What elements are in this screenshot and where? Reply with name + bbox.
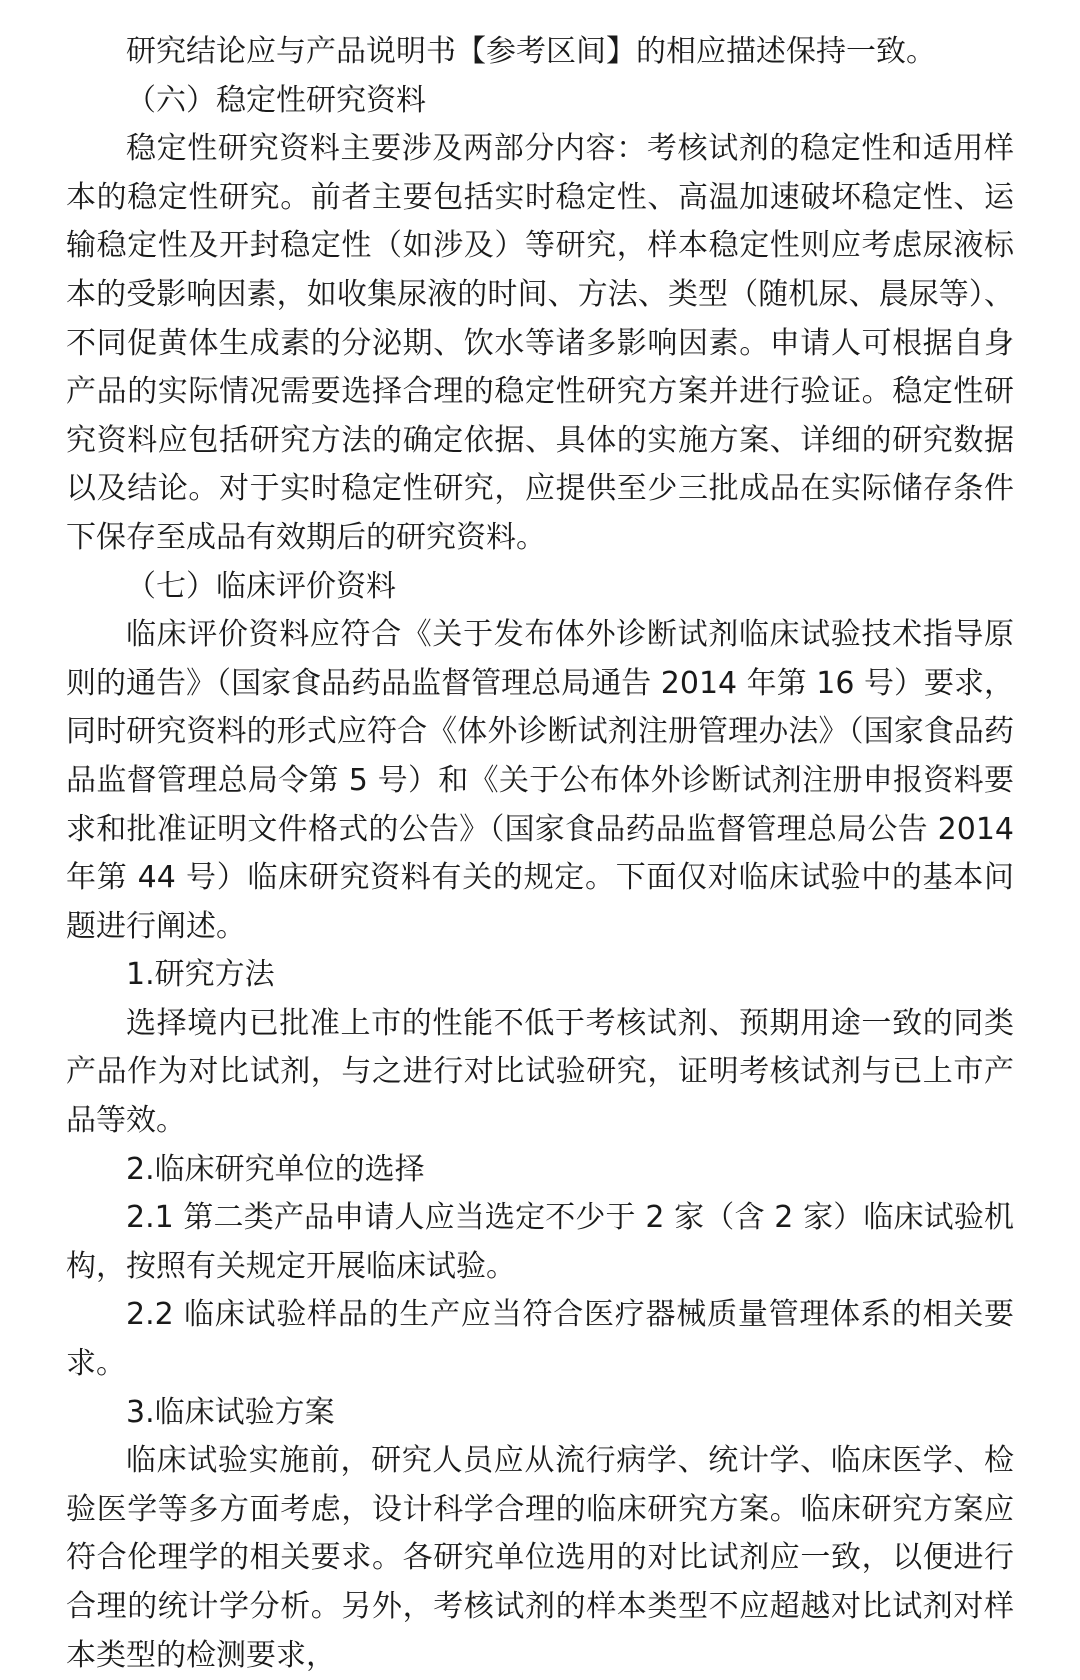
- heading-stability-research: （六）稳定性研究资料: [126, 82, 426, 118]
- paragraph-clinical-unit-2-1: 2.1 第二类产品申请人应当选定不少于 2 家（含 2 家）临床试验机构，按照有关规定开展临床试验。: [66, 1200, 1014, 1284]
- paragraph-stability: 稳定性研究资料主要涉及两部分内容：考核试剂的稳定性和适用样本的稳定性研究。前者主要包括实时稳定性、高温加速破坏稳定性、运输稳定性及开封稳定性（如涉及）等研究，样本稳定性则应考虑尿液标本的受影响因素，如收集尿液的时间、方法、类型（随机尿、晨尿等）、不同促黄体生成素的分泌期、饮水等诸多影响因素。申请人可根据自身产品的实际情况需要选择合理的稳定性研究方案并进行验证。稳定性研究资料应包括研究方法的确定依据、具体的实施方案、详细的研究数据以及结论。对于实时稳定性研究，应提供至少三批成品在实际储存条件下保存至成品有效期后的研究资料。: [66, 131, 1014, 555]
- paragraph-conclusion: 研究结论应与产品说明书【参考区间】的相应描述保持一致。: [126, 34, 936, 69]
- subheading-clinical-trial-plan: 3.临床试验方案: [126, 1394, 335, 1430]
- subheading-research-method: 1.研究方法: [126, 957, 275, 993]
- paragraph-research-method: 选择境内已批准上市的性能不低于考核试剂、预期用途一致的同类产品作为对比试剂，与之进行对比试验研究，证明考核试剂与已上市产品等效。: [66, 1005, 1014, 1139]
- document-page: [66, 28, 1014, 1680]
- subheading-clinical-unit-selection: 2.临床研究单位的选择: [126, 1151, 425, 1187]
- paragraph-clinical-unit-2-2: 2.2 临床试验样品的生产应当符合医疗器械质量管理体系的相关要求。: [66, 1297, 1014, 1382]
- paragraph-clinical-evaluation: 临床评价资料应符合《关于发布体外诊断试剂临床试验技术指导原则的通告》（国家食品药品监督管理总局通告 2014 年第 16 号）要求，同时研究资料的形式应符合《体外诊断试剂注册管理办法》（国家食品药品监督管理总局令第 5 号）和《关于公布体外诊断试剂注册申报资料要求和批准证明文件格式的公告》（国家食品药品监督管理总局公告 2014 年第 44 号）临床研究资料有关的规定。下面仅对临床试验中的基本问题进行阐述。: [66, 617, 1014, 944]
- heading-clinical-evaluation: （七）临床评价资料: [126, 568, 396, 604]
- paragraph-clinical-trial-plan: 临床试验实施前，研究人员应从流行病学、统计学、临床医学、检验医学等多方面考虑，设计科学合理的临床研究方案。临床研究方案应符合伦理学的相关要求。各研究单位选用的对比试剂应一致，以便进行合理的统计学分析。另外，考核试剂的样本类型不应超越对比试剂对样本类型的检测要求，: [66, 1443, 1014, 1673]
